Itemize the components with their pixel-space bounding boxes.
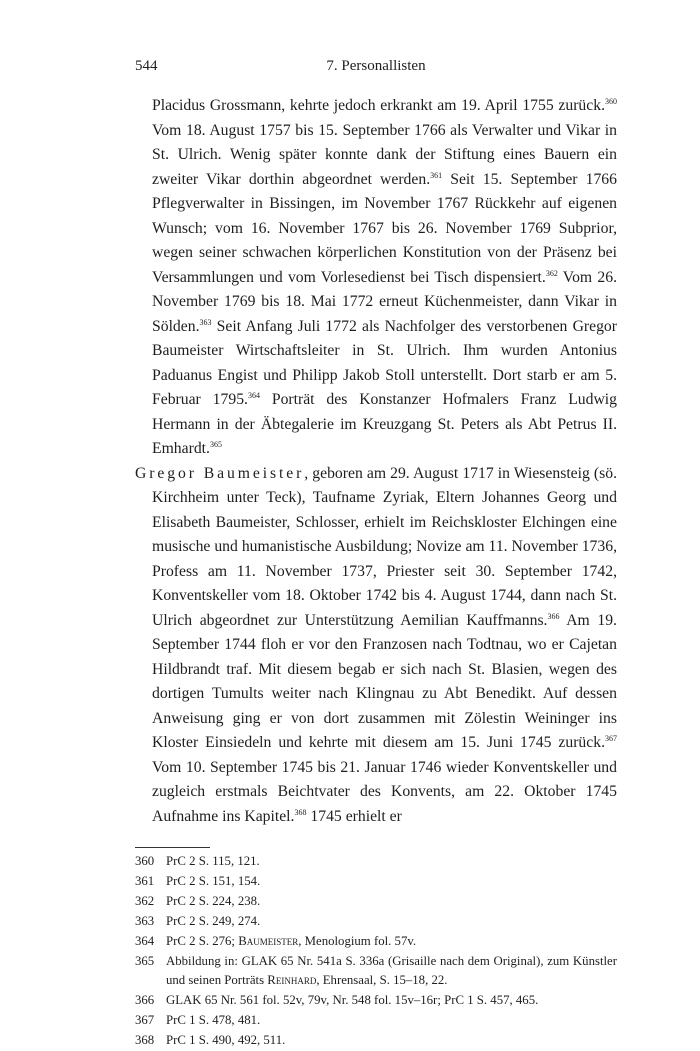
footnote-number: 365 — [135, 953, 155, 968]
text-segment: Porträt des Konstanzer Hofmalers Franz Ludwig Hermann in der Äbtegalerie im Kreuzgang St. Peters als Abt Petrus II. Emhardt. — [152, 391, 617, 457]
footnote — [135, 872, 617, 892]
text-segment: Vom 18. August 1757 bis 15. September 1766 als Verwalter und Vikar in St. Ulrich. Wenig später konnte dank der Stiftung eines Bauern ein zweiter Vikar dorthin abgeordnet werden. — [152, 121, 617, 188]
footnote-ref[interactable]: 364 — [247, 391, 260, 400]
paragraph-continuation — [135, 94, 617, 462]
footnote — [135, 932, 617, 952]
biography-entry — [135, 462, 617, 830]
footnote-number: 367 — [135, 1013, 155, 1028]
footnote-number: 364 — [135, 933, 155, 948]
footnote-ref[interactable]: 368 — [294, 807, 307, 817]
footnote-ref[interactable]: 361 — [430, 170, 443, 180]
footnote — [135, 912, 617, 932]
footnote-text-part: , Ehrensaal, S. 15–18, 22. — [316, 973, 448, 988]
footnote-ref[interactable]: 360 — [605, 97, 617, 106]
footnote-ref[interactable]: 367 — [605, 734, 617, 743]
footnote-text: PrC 1 S. 478, 481. — [166, 1013, 261, 1028]
author-name: Baumeister — [238, 933, 299, 948]
footnote-text-part: , Menologium fol. 57v. — [298, 933, 417, 948]
footnote-text-part: PrC 2 S. 276; — [166, 933, 239, 948]
footnotes — [135, 852, 617, 1051]
page-number: 544 — [135, 58, 158, 74]
footnote-text: GLAK 65 Nr. 561 fol. 52v, 79v, Nr. 548 fol. 15v–16r; PrC 1 S. 457, 465. — [166, 993, 539, 1008]
footnote-ref[interactable]: 365 — [209, 440, 222, 449]
text-segment: Placidus Grossmann, kehrte jedoch erkrankt am 19. April 1755 zurück. — [152, 97, 605, 114]
text-segment: Vom 10. September 1745 bis 21. Januar 1746 wieder Konventskeller und zugleich erstmals Beichtvater des Konvents, am 22. Oktober 1745 Aufnahme ins Kapitel. — [152, 758, 617, 825]
footnote-text: PrC 2 S. 115, 121. — [166, 854, 260, 868]
footnote — [135, 1031, 617, 1051]
person-name: Gregor Baumeister — [135, 464, 305, 482]
footnote-number: 361 — [135, 873, 155, 888]
footnote — [135, 952, 617, 992]
footnote-ref[interactable]: 363 — [199, 317, 212, 327]
text-segment: 1745 erhielt er — [306, 807, 402, 825]
footnote — [135, 892, 617, 912]
footnote-text-part: Abbildung in: GLAK 65 Nr. 541a S. 336a (Grisaille nach dem Original), zum Künstler und seinen Porträts — [166, 953, 617, 988]
footnote-number: 362 — [135, 893, 155, 908]
running-head: 7. Personallisten — [326, 58, 426, 74]
footnote-divider — [135, 847, 210, 848]
footnote-number: 360 — [135, 854, 155, 868]
footnote — [135, 1011, 617, 1031]
footnote-number: 366 — [135, 993, 155, 1008]
footnote-text — [166, 932, 617, 952]
footnote-number: 368 — [135, 1033, 155, 1048]
footnote-text — [166, 952, 617, 992]
text-segment: Vom 26. November 1769 bis 18. Mai 1772 erneut Küchenmeister, dann Vikar in Sölden. — [152, 268, 617, 335]
footnote — [135, 852, 617, 872]
footnote-ref[interactable]: 366 — [547, 611, 560, 621]
footnote-ref[interactable]: 362 — [545, 268, 558, 278]
text-segment: Seit Anfang Juli 1772 als Nachfolger des verstorbenen Gregor Baumeister Wirtschaftsleiter in St. Ulrich. Ihm wurden Antonius Paduanus Engist und Philipp Jakob Stoll unterstellt. Dort starb er am 5. Februar 1795. — [152, 317, 617, 408]
text-segment: Seit 15. September 1766 Pflegverwalter in Bissingen, im November 1767 Rückkehr auf eigenen Wunsch; vom 16. November 1767 bis 26. November 1769 Subprior, wegen seiner schwachen körperlichen Konstitution von der Präsenz bei Versammlungen und vom Vorlesedienst bei Tisch dispensiert. — [152, 170, 617, 286]
footnote — [135, 991, 617, 1011]
text-segment: Am 19. September 1744 floh er vor den Franzosen nach Todtnau, wo er Cajetan Hildbrandt traf. Mit diesem begab er sich nach St. Blasien, wegen des dortigen Tumults weiter nach Klingnau zu Abt Benedikt. Auf dessen Anweisung ging er von dort zusammen mit Zölestin Weininger ins Kloster Einsiedeln und kehrte mit diesem am 15. Juni 1745 zurück. — [152, 611, 617, 751]
body-text — [135, 94, 617, 829]
footnote-text: PrC 2 S. 249, 274. — [166, 913, 261, 928]
text-segment: , geboren am 29. August 1717 in Wiesensteig (sö. Kirchheim unter Teck), Taufname Zyriak, Eltern Johannes Georg und Elisabeth Baumeister, Schlosser, erhielt im Reichskloster Elchingen eine musische und humanistische Ausbildung; Novize am 11. November 1736, Profess am 11. November 1737, Priester seit 30. September 1742, Konventskeller vom 18. Oktober 1742 bis 4. August 1744, dann nach St. Ulrich abgeordnet zur Unterstützung Aemilian Kauffmanns. — [152, 464, 618, 629]
document-page — [135, 58, 617, 1051]
footnote-number: 363 — [135, 913, 155, 928]
footnote-text: PrC 1 S. 490, 492, 511. — [166, 1033, 286, 1048]
page-header — [135, 58, 617, 82]
footnote-text: PrC 2 S. 151, 154. — [166, 873, 261, 888]
footnote-text: PrC 2 S. 224, 238. — [166, 893, 261, 908]
author-name: Reinhard — [267, 973, 317, 988]
